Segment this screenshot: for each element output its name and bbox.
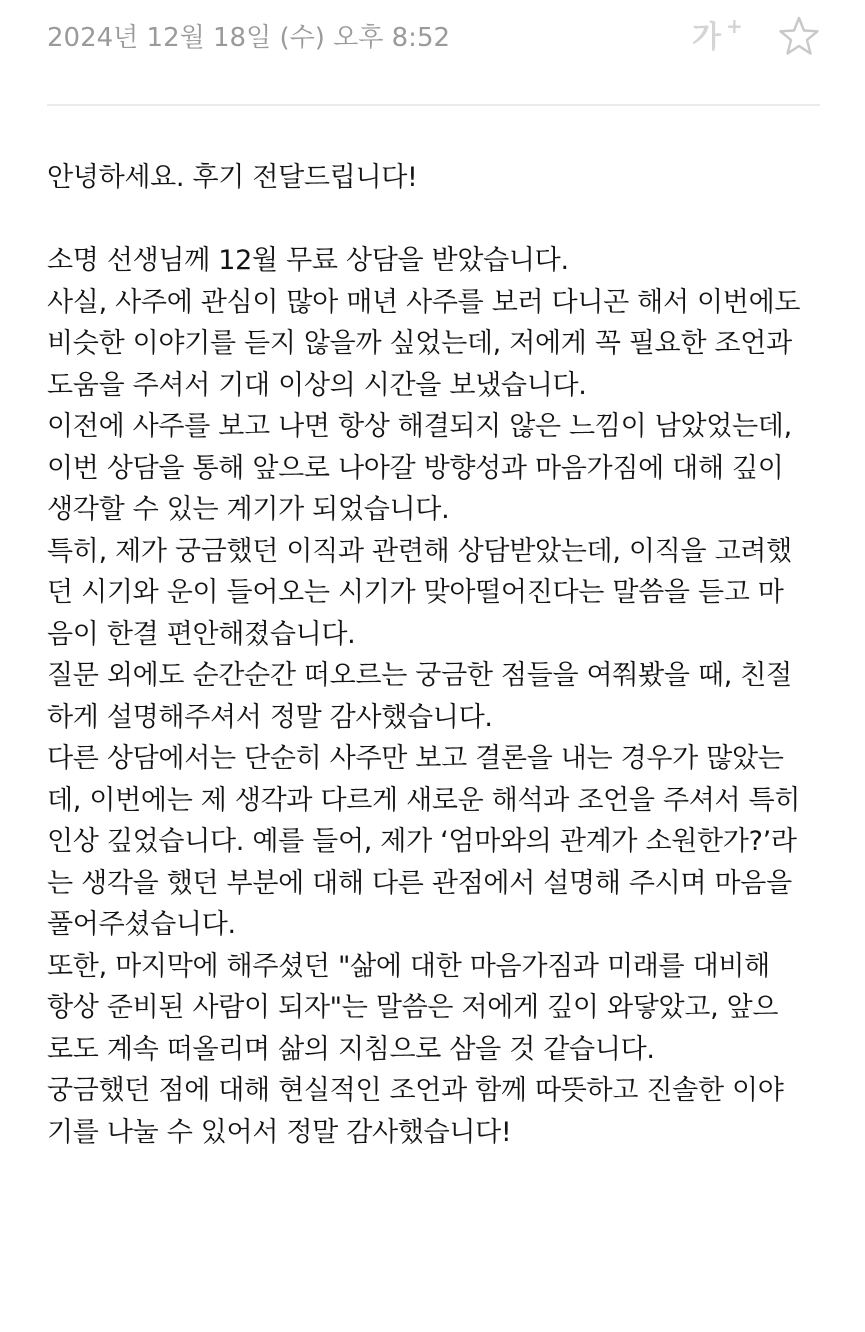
body-line: 생각할 수 있는 계기가 되었습니다. — [47, 494, 450, 525]
favorite-button[interactable] — [777, 14, 821, 58]
body-line: 다른 상담에서는 단순히 사주만 보고 결론을 내는 경우가 많았는 — [47, 743, 784, 774]
body-line: 풀어주셨습니다. — [47, 909, 236, 940]
star-outline-icon — [777, 14, 821, 58]
body-line: 비슷한 이야기를 듣지 않을까 싶었는데, 저에게 꼭 필요한 조언과 — [47, 328, 792, 359]
body-line: 하게 설명해주셔서 정말 감사했습니다. — [47, 701, 493, 733]
body-line: 도움을 주셔서 기대 이상의 시간을 보냈습니다. — [47, 369, 587, 401]
mail-header — [47, 0, 820, 104]
header-divider — [47, 104, 820, 106]
body-line: 궁금했던 점에 대해 현실적인 조언과 함께 따뜻하고 진솔한 이야 — [47, 1075, 784, 1106]
font-size-icon: 가 — [692, 20, 721, 55]
body-line: 이번 상담을 통해 앞으로 나아갈 방향성과 마음가짐에 대해 깊이 — [47, 452, 784, 484]
font-size-plus-icon: + — [726, 14, 743, 38]
body-line: 기를 나눌 수 있어서 정말 감사했습니다! — [47, 1116, 512, 1148]
body-line: 던 시기와 운이 들어오는 시기가 맞아떨어진다는 말씀을 듣고 마 — [47, 577, 784, 608]
body-line: 는 생각을 했던 부분에 대해 다른 관점에서 설명해 주시며 마음을 — [47, 867, 792, 899]
body-line: 사실, 사주에 관심이 많아 매년 사주를 보러 다니곤 해서 이번에도 — [47, 286, 801, 318]
body-line: 인상 깊었습니다. 예를 들어, 제가 ‘엄마와의 관계가 소원한가?’라 — [47, 826, 797, 857]
body-line: 데, 이번에는 제 생각과 다르게 새로운 해석과 조언을 주셔서 특히 — [47, 784, 801, 816]
body-line: 항상 준비된 사람이 되자"는 말씀은 저에게 깊이 와닿았고, 앞으 — [47, 992, 779, 1023]
body-line: 특히, 제가 궁금했던 이직과 관련해 상담받았는데, 이직을 고려했 — [47, 535, 792, 567]
greeting-line: 안녕하세요. 후기 전달드립니다! — [47, 162, 418, 193]
body-line: 소명 선생님께 12월 무료 상담을 받았습니다. — [47, 245, 569, 276]
paragraph-spacer — [47, 199, 827, 241]
body-line: 로도 계속 떠올리며 삶의 지침으로 삼을 것 같습니다. — [47, 1033, 655, 1065]
body-line: 질문 외에도 순간순간 떠오르는 궁금한 점들을 여쭤봤을 때, 친절 — [47, 660, 792, 691]
mail-body — [47, 157, 827, 1153]
body-line: 음이 한결 편안해졌습니다. — [47, 618, 356, 650]
body-line: 이전에 사주를 보고 나면 항상 해결되지 않은 느낌이 남았었는데, — [47, 411, 792, 442]
font-size-button[interactable] — [690, 14, 746, 58]
mail-date: 2024년 12월 18일 (수) 오후 8:52 — [47, 23, 451, 53]
body-line: 또한, 마지막에 해주셨던 "삶에 대한 마음가짐과 미래를 대비해 — [47, 950, 770, 982]
